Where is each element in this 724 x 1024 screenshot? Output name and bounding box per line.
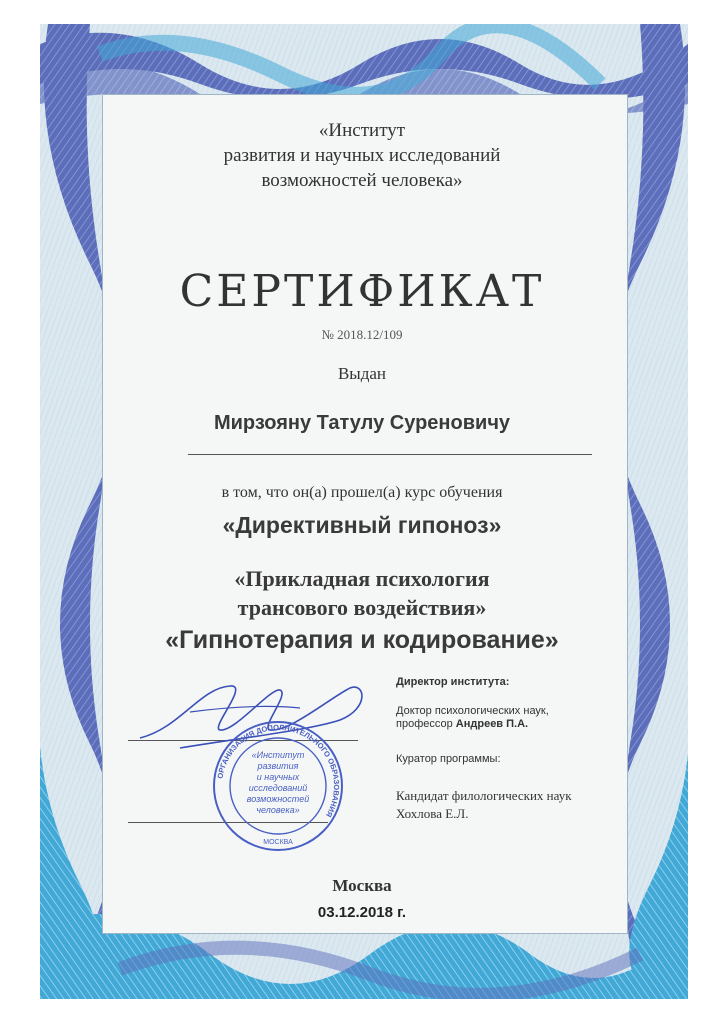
- stamp-line-4: исследований: [248, 783, 308, 793]
- certificate-number: № 2018.12/109: [321, 327, 403, 342]
- course-title-3: «Гипнотерапия и кодирование»: [165, 626, 559, 654]
- course-title-2: [0, 564, 724, 622]
- course-title-2-line-2: трансового воздействия»: [237, 595, 487, 620]
- recipient-name: Мирзояну Татулу Суреновичу: [213, 412, 511, 434]
- course-intro: в том, что он(а) прошел(а) курс обучения: [221, 484, 503, 501]
- institute-line-2: развития и научных исследований: [223, 145, 501, 166]
- stamp-outer-text: ОРГАНИЗАЦИЯ ДОПОЛНИТЕЛЬНОГО ОБРАЗОВАНИЯ: [215, 722, 342, 819]
- director-degree: Доктор психологических наук,: [396, 705, 549, 717]
- recipient-underline: [188, 454, 592, 455]
- stamp-line-5: возможностей: [246, 794, 310, 804]
- curator-degree: Кандидат филологических наук: [396, 788, 572, 803]
- curator-name: Хохлова Е.Л.: [396, 806, 469, 821]
- director-name-line: [396, 718, 549, 731]
- director-name: Андреев П.А.: [455, 718, 529, 730]
- stamp-bottom-text: МОСКВА: [263, 839, 293, 846]
- stamp-line-3: и научных: [256, 772, 300, 782]
- curator-credentials: [396, 787, 572, 823]
- director-credentials: [396, 705, 549, 731]
- institute-name: [0, 118, 724, 193]
- stamp-line-6: человека»: [256, 805, 300, 815]
- city: Москва: [332, 876, 392, 895]
- stamp-line-2: развития: [257, 761, 299, 771]
- institute-line-3: возможностей человека»: [261, 170, 463, 191]
- director-rank: профессор: [396, 718, 453, 730]
- curator-title: Куратор программы:: [396, 753, 501, 765]
- certificate-title: СЕРТИФИКАТ: [179, 266, 545, 317]
- issue-date: 03.12.2018 г.: [317, 904, 407, 921]
- institute-line-1: «Институт: [318, 120, 406, 141]
- course-title-2-line-1: «Прикладная психология: [234, 566, 490, 591]
- course-title-1: «Директивный гипоноз»: [222, 512, 502, 538]
- issued-label: Выдан: [337, 364, 387, 383]
- director-title: Директор института:: [396, 676, 510, 688]
- stamp-line-1: «Институт: [251, 750, 305, 760]
- institute-stamp: [210, 718, 346, 854]
